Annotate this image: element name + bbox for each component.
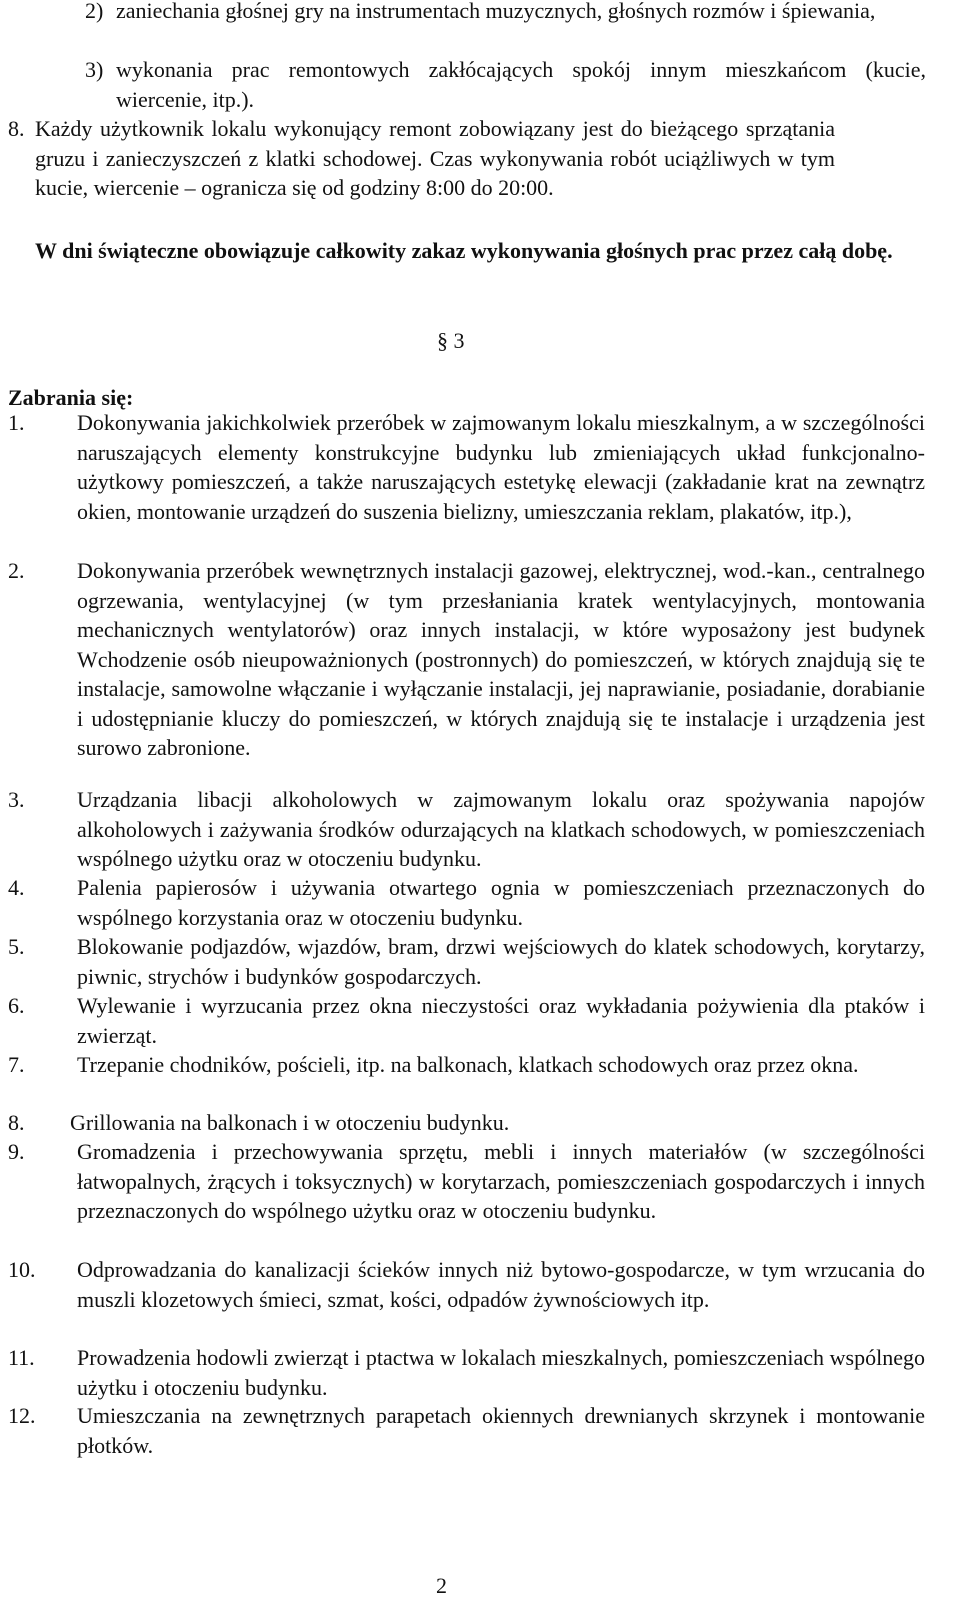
list-number: 8. <box>8 1110 25 1135</box>
list-number: 7. <box>8 1052 25 1077</box>
list-number: 4. <box>8 875 25 900</box>
list-number: 5. <box>8 934 25 959</box>
list-text: Palenia papierosów i używania otwartego ognia w pomieszczeniach przeznaczonych do wspólnego korzystania oraz w otoczeniu budynku. <box>77 875 925 930</box>
section-heading: Zabrania się: <box>8 385 134 410</box>
list-text: Umieszczania na zewnętrznych parapetach okiennych drewnianych skrzynek i montowanie płotków. <box>77 1403 925 1458</box>
list-text: Gromadzenia i przechowywania sprzętu, mebli i innych materiałów (w szczególności łatwopalnych, żrących i toksycznych) w korytarzach, pomieszczeniach gospodarczych i innych przeznaczonych do wspólnego użytku oraz w otoczeniu budynku. <box>77 1139 925 1223</box>
list-text: Dokonywania jakichkolwiek przeróbek w zajmowanym lokalu mieszkalnym, a w szczególności naruszających elementy konstrukcyjne budynku lub zmieniających układ funkcjonalno-użytkowy pomieszczeń, a także naruszających estetykę elewacji (zakładanie krat na zewnątrz okien, montowanie urządzeń do suszenia bielizny, umieszczania reklam, plakatów, itp.), <box>77 410 925 524</box>
list-number: 1. <box>8 410 25 435</box>
list-number: 8. <box>8 116 25 141</box>
list-text: Urządzania libacji alkoholowych w zajmowanym lokalu oraz spożywania napojów alkoholowych i zażywania środków odurzających na klatkach schodowych, w pomieszczeniach wspólnego użytku oraz w otoczeniu budynku. <box>77 787 925 871</box>
list-number: 10. <box>8 1257 36 1282</box>
list-number: 3. <box>8 787 25 812</box>
list-number: 11. <box>8 1345 35 1370</box>
page-number: 2 <box>436 1573 447 1598</box>
list-text: Każdy użytkownik lokalu wykonujący remont zobowiązany jest do bieżącego sprzątania gruzu i zanieczyszczeń z klatki schodowej. Czas wykonywania robót uciążliwych w tym kucie, wiercenie – ogranicza się od godziny 8:00 do 20:00. <box>35 116 835 200</box>
list-text: Blokowanie podjazdów, wjazdów, bram, drzwi wejściowych do klatek schodowych, korytarzy, piwnic, strychów i budynków gospodarczych. <box>77 934 925 989</box>
list-text: Grillowania na balkonach i w otoczeniu budynku. <box>70 1110 510 1135</box>
list-text: Dokonywania przeróbek wewnętrznych instalacji gazowej, elektrycznej, wod.-kan., centralnego ogrzewania, wentylacyjnej (w tym przesłaniania kratek wentylacyjnych, montowania mechanicznych wentylatorów) oraz innych instalacji, w które wyposażony jest budynek Wchodzenie osób nieupoważnionych (postronnych) do pomieszczeń, w których znajdują się te instalacje, samowolne włączanie i wyłączanie instalacji, jej naprawianie, posiadanie, dorabianie i udostępnianie kluczy do pomieszczeń, w których znajdują się te instalacje i urządzenia jest surowo zabronione. <box>77 558 925 760</box>
list-number: 3) <box>85 57 104 82</box>
list-text: Wylewanie i wyrzucania przez okna nieczystości oraz wykładania pożywienia dla ptaków i zwierząt. <box>77 993 925 1048</box>
notice-paragraph: W dni świąteczne obowiązuje całkowity zakaz wykonywania głośnych prac przez całą dobę. <box>35 238 893 263</box>
list-text: Trzepanie chodników, pościeli, itp. na balkonach, klatkach schodowych oraz przez okna. <box>77 1052 859 1077</box>
list-text: wykonania prac remontowych zakłócających spokój innym mieszkańcom (kucie, wiercenie, itp.). <box>116 57 926 112</box>
list-number: 12. <box>8 1403 36 1428</box>
list-number: 9. <box>8 1139 25 1164</box>
list-text: zaniechania głośnej gry na instrumentach muzycznych, głośnych rozmów i śpiewania, <box>116 0 876 23</box>
list-text: Odprowadzania do kanalizacji ścieków innych niż bytowo-gospodarcze, w tym wrzucania do muszli klozetowych śmieci, szmat, kości, odpadów żywnościowych itp. <box>77 1257 925 1312</box>
list-number: 2. <box>8 558 25 583</box>
list-number: 6. <box>8 993 25 1018</box>
list-text: Prowadzenia hodowli zwierząt i ptactwa w lokalach mieszkalnych, pomieszczeniach wspólnego użytku i otoczeniu budynku. <box>77 1345 925 1400</box>
section-number: § 3 <box>437 328 465 353</box>
list-number: 2) <box>85 0 104 23</box>
